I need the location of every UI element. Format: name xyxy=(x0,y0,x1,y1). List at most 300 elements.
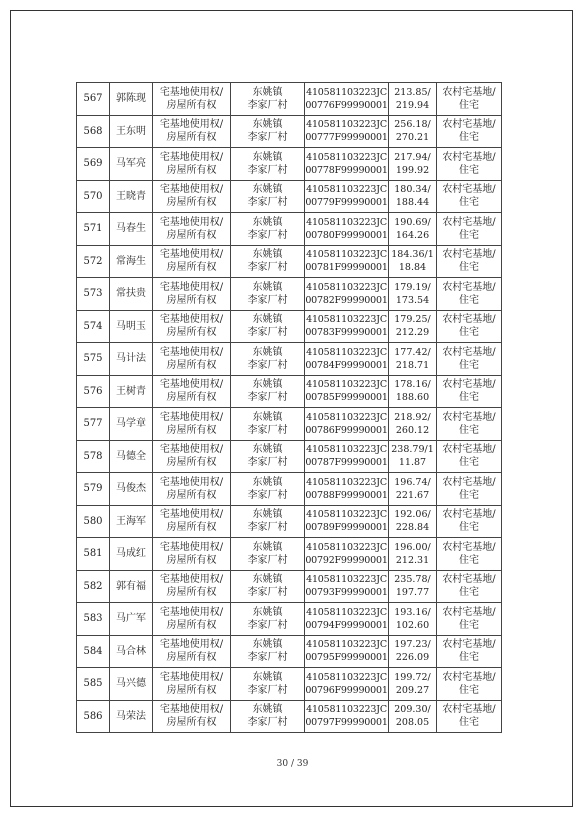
unit-code-line: 00794F99990001 xyxy=(305,619,388,631)
area-line: 188.44 xyxy=(395,197,430,209)
area-cell xyxy=(389,538,437,571)
unit-code-line: 00782F99990001 xyxy=(305,294,388,306)
owner-name-cell: 王海军 xyxy=(110,505,153,538)
owner-name-cell: 郭有福 xyxy=(110,570,153,603)
owner-name-cell: 马荣法 xyxy=(110,700,153,733)
table-row xyxy=(77,635,502,668)
land-use-line: 住宅 xyxy=(459,424,479,436)
owner-name-cell: 马兴德 xyxy=(110,668,153,701)
row-number-cell: 579 xyxy=(77,473,110,506)
area-line: 212.29 xyxy=(395,327,430,339)
row-number-cell: 581 xyxy=(77,538,110,571)
land-use-line: 农村宅基地/ xyxy=(442,476,496,488)
unit-code-cell xyxy=(305,115,389,148)
row-number-cell: 585 xyxy=(77,668,110,701)
land-use-line: 农村宅基地/ xyxy=(442,86,496,98)
unit-code-cell xyxy=(305,635,389,668)
land-use-line: 农村宅基地/ xyxy=(442,314,496,326)
area-cell xyxy=(389,278,437,311)
right-type-line: 宅基地使用权/ xyxy=(159,444,224,456)
location-line: 东姚镇 xyxy=(252,704,283,716)
right-type-cell xyxy=(153,343,231,376)
land-use-cell xyxy=(437,635,502,668)
page-number: 30 / 39 xyxy=(276,759,309,769)
land-use-line: 住宅 xyxy=(459,132,479,144)
area-cell xyxy=(389,700,437,733)
land-use-line: 住宅 xyxy=(459,229,479,241)
unit-code-cell xyxy=(305,180,389,213)
right-type-cell xyxy=(153,408,231,441)
unit-code-line: 00778F99990001 xyxy=(305,164,388,176)
location-line: 李家厂村 xyxy=(247,99,288,111)
location-line: 东姚镇 xyxy=(252,671,283,683)
right-type-cell xyxy=(153,538,231,571)
row-number-cell: 570 xyxy=(77,180,110,213)
land-use-cell xyxy=(437,538,502,571)
location-line: 东姚镇 xyxy=(252,216,283,228)
area-line: 18.84 xyxy=(398,262,427,274)
land-use-line: 住宅 xyxy=(459,587,479,599)
location-line: 东姚镇 xyxy=(252,86,283,98)
row-number-cell: 569 xyxy=(77,148,110,181)
unit-code-line: 410581103223JC xyxy=(306,606,387,618)
land-use-line: 农村宅基地/ xyxy=(442,151,496,163)
area-cell xyxy=(389,310,437,343)
owner-name-cell: 马学章 xyxy=(110,408,153,441)
owner-name-cell: 马德全 xyxy=(110,440,153,473)
right-type-cell xyxy=(153,375,231,408)
unit-code-line: 410581103223JC xyxy=(306,541,387,553)
table-row xyxy=(77,408,502,441)
area-line: 192.06/ xyxy=(394,509,431,521)
location-line: 李家厂村 xyxy=(247,652,288,664)
table-row xyxy=(77,180,502,213)
right-type-line: 宅基地使用权/ xyxy=(159,119,224,131)
right-type-cell xyxy=(153,245,231,278)
land-use-line: 住宅 xyxy=(459,197,479,209)
table-row xyxy=(77,245,502,278)
right-type-line: 宅基地使用权/ xyxy=(159,184,224,196)
right-type-line: 宅基地使用权/ xyxy=(159,509,224,521)
row-number-cell: 580 xyxy=(77,505,110,538)
area-line: 209.27 xyxy=(395,684,430,696)
unit-code-line: 410581103223JC xyxy=(306,411,387,423)
location-line: 东姚镇 xyxy=(252,281,283,293)
area-line: 209.30/ xyxy=(394,704,431,716)
area-line: 177.42/ xyxy=(394,346,431,358)
land-use-line: 住宅 xyxy=(459,294,479,306)
unit-code-cell xyxy=(305,473,389,506)
row-number-cell: 578 xyxy=(77,440,110,473)
right-type-line: 房屋所有权 xyxy=(166,554,217,566)
area-line: 197.23/ xyxy=(394,639,431,651)
unit-code-line: 00797F99990001 xyxy=(305,717,388,729)
unit-code-cell xyxy=(305,83,389,116)
right-type-line: 宅基地使用权/ xyxy=(159,86,224,98)
right-type-line: 宅基地使用权/ xyxy=(159,151,224,163)
unit-code-cell xyxy=(305,668,389,701)
right-type-line: 房屋所有权 xyxy=(166,717,217,729)
right-type-line: 房屋所有权 xyxy=(166,164,217,176)
area-line: 228.84 xyxy=(395,522,430,534)
right-type-line: 房屋所有权 xyxy=(166,327,217,339)
area-cell xyxy=(389,408,437,441)
right-type-line: 房屋所有权 xyxy=(166,229,217,241)
land-use-cell xyxy=(437,180,502,213)
location-cell xyxy=(231,245,305,278)
right-type-line: 宅基地使用权/ xyxy=(159,671,224,683)
row-number-cell: 577 xyxy=(77,408,110,441)
right-type-line: 宅基地使用权/ xyxy=(159,541,224,553)
land-use-line: 住宅 xyxy=(459,619,479,631)
area-line: 196.00/ xyxy=(394,541,431,553)
land-use-line: 住宅 xyxy=(459,717,479,729)
area-line: 178.16/ xyxy=(394,379,431,391)
unit-code-cell xyxy=(305,570,389,603)
location-line: 东姚镇 xyxy=(252,119,283,131)
unit-code-cell xyxy=(305,700,389,733)
land-use-line: 农村宅基地/ xyxy=(442,346,496,358)
unit-code-line: 00781F99990001 xyxy=(305,262,388,274)
table-row xyxy=(77,375,502,408)
land-use-line: 农村宅基地/ xyxy=(442,281,496,293)
area-line: 226.09 xyxy=(395,652,430,664)
location-cell xyxy=(231,505,305,538)
row-number-cell: 576 xyxy=(77,375,110,408)
area-line: 179.25/ xyxy=(394,314,431,326)
area-cell xyxy=(389,115,437,148)
area-cell xyxy=(389,375,437,408)
unit-code-line: 410581103223JC xyxy=(306,151,387,163)
registration-table-body xyxy=(77,83,502,733)
location-cell xyxy=(231,115,305,148)
location-line: 李家厂村 xyxy=(247,587,288,599)
unit-code-cell xyxy=(305,278,389,311)
location-line: 东姚镇 xyxy=(252,346,283,358)
row-number-cell: 583 xyxy=(77,603,110,636)
land-use-cell xyxy=(437,148,502,181)
table-row xyxy=(77,83,502,116)
row-number-cell: 584 xyxy=(77,635,110,668)
land-use-line: 农村宅基地/ xyxy=(442,444,496,456)
owner-name-cell: 马合林 xyxy=(110,635,153,668)
land-use-line: 农村宅基地/ xyxy=(442,574,496,586)
right-type-cell xyxy=(153,440,231,473)
unit-code-line: 00793F99990001 xyxy=(305,587,388,599)
unit-code-line: 00783F99990001 xyxy=(305,327,388,339)
right-type-cell xyxy=(153,635,231,668)
right-type-line: 房屋所有权 xyxy=(166,359,217,371)
location-cell xyxy=(231,343,305,376)
owner-name-cell: 马成红 xyxy=(110,538,153,571)
location-line: 李家厂村 xyxy=(247,327,288,339)
area-line: 213.85/ xyxy=(394,86,431,98)
area-cell xyxy=(389,148,437,181)
location-cell xyxy=(231,83,305,116)
area-line: 173.54 xyxy=(395,294,430,306)
land-use-line: 农村宅基地/ xyxy=(442,671,496,683)
area-cell xyxy=(389,473,437,506)
land-use-cell xyxy=(437,408,502,441)
unit-code-line: 410581103223JC xyxy=(306,249,387,261)
right-type-line: 宅基地使用权/ xyxy=(159,574,224,586)
land-use-line: 农村宅基地/ xyxy=(442,704,496,716)
unit-code-cell xyxy=(305,343,389,376)
right-type-cell xyxy=(153,148,231,181)
right-type-line: 房屋所有权 xyxy=(166,294,217,306)
location-line: 东姚镇 xyxy=(252,606,283,618)
area-line: 270.21 xyxy=(395,132,430,144)
right-type-cell xyxy=(153,668,231,701)
location-line: 李家厂村 xyxy=(247,489,288,501)
area-line: 199.72/ xyxy=(394,671,431,683)
table-row xyxy=(77,148,502,181)
right-type-line: 宅基地使用权/ xyxy=(159,379,224,391)
land-use-line: 住宅 xyxy=(459,554,479,566)
land-use-cell xyxy=(437,343,502,376)
unit-code-line: 00786F99990001 xyxy=(305,424,388,436)
land-use-cell xyxy=(437,83,502,116)
location-cell xyxy=(231,473,305,506)
area-line: 208.05 xyxy=(395,717,430,729)
area-cell xyxy=(389,180,437,213)
land-use-line: 农村宅基地/ xyxy=(442,379,496,391)
owner-name-cell: 马计法 xyxy=(110,343,153,376)
unit-code-line: 410581103223JC xyxy=(306,444,387,456)
area-line: 199.92 xyxy=(395,164,430,176)
owner-name-cell: 马军亮 xyxy=(110,148,153,181)
location-cell xyxy=(231,310,305,343)
location-line: 东姚镇 xyxy=(252,314,283,326)
land-use-line: 住宅 xyxy=(459,262,479,274)
unit-code-line: 410581103223JC xyxy=(306,119,387,131)
area-cell xyxy=(389,603,437,636)
location-line: 李家厂村 xyxy=(247,457,288,469)
right-type-line: 宅基地使用权/ xyxy=(159,281,224,293)
location-line: 李家厂村 xyxy=(247,164,288,176)
land-use-cell xyxy=(437,245,502,278)
owner-name-cell: 常扶贵 xyxy=(110,278,153,311)
land-use-line: 住宅 xyxy=(459,99,479,111)
location-line: 李家厂村 xyxy=(247,717,288,729)
right-type-line: 宅基地使用权/ xyxy=(159,606,224,618)
land-use-line: 住宅 xyxy=(459,522,479,534)
row-number-cell: 572 xyxy=(77,245,110,278)
right-type-cell xyxy=(153,83,231,116)
unit-code-line: 410581103223JC xyxy=(306,216,387,228)
location-line: 东姚镇 xyxy=(252,184,283,196)
unit-code-line: 00787F99990001 xyxy=(305,457,388,469)
land-use-line: 住宅 xyxy=(459,652,479,664)
location-line: 东姚镇 xyxy=(252,249,283,261)
table-row xyxy=(77,115,502,148)
land-use-line: 农村宅基地/ xyxy=(442,606,496,618)
unit-code-line: 00784F99990001 xyxy=(305,359,388,371)
unit-code-line: 410581103223JC xyxy=(306,281,387,293)
right-type-line: 宅基地使用权/ xyxy=(159,476,224,488)
location-line: 李家厂村 xyxy=(247,359,288,371)
location-line: 李家厂村 xyxy=(247,392,288,404)
unit-code-line: 410581103223JC xyxy=(306,346,387,358)
unit-code-line: 00789F99990001 xyxy=(305,522,388,534)
location-cell xyxy=(231,668,305,701)
unit-code-line: 00785F99990001 xyxy=(305,392,388,404)
location-cell xyxy=(231,148,305,181)
area-cell xyxy=(389,505,437,538)
unit-code-cell xyxy=(305,538,389,571)
area-line: 238.79/1 xyxy=(391,444,434,456)
right-type-cell xyxy=(153,570,231,603)
right-type-line: 房屋所有权 xyxy=(166,197,217,209)
area-line: 256.18/ xyxy=(394,119,431,131)
location-cell xyxy=(231,180,305,213)
right-type-cell xyxy=(153,180,231,213)
table-row xyxy=(77,213,502,246)
row-number-cell: 567 xyxy=(77,83,110,116)
land-use-line: 农村宅基地/ xyxy=(442,639,496,651)
location-cell xyxy=(231,408,305,441)
unit-code-line: 00796F99990001 xyxy=(305,684,388,696)
area-line: 218.92/ xyxy=(394,411,431,423)
location-line: 李家厂村 xyxy=(247,229,288,241)
right-type-line: 房屋所有权 xyxy=(166,587,217,599)
right-type-line: 宅基地使用权/ xyxy=(159,411,224,423)
right-type-line: 宅基地使用权/ xyxy=(159,249,224,261)
table-row xyxy=(77,538,502,571)
location-line: 东姚镇 xyxy=(252,379,283,391)
unit-code-line: 00788F99990001 xyxy=(305,489,388,501)
location-line: 东姚镇 xyxy=(252,639,283,651)
location-line: 李家厂村 xyxy=(247,262,288,274)
row-number-cell: 575 xyxy=(77,343,110,376)
right-type-line: 宅基地使用权/ xyxy=(159,216,224,228)
location-line: 李家厂村 xyxy=(247,554,288,566)
unit-code-line: 410581103223JC xyxy=(306,184,387,196)
location-line: 东姚镇 xyxy=(252,411,283,423)
right-type-line: 房屋所有权 xyxy=(166,262,217,274)
area-cell xyxy=(389,570,437,603)
right-type-cell xyxy=(153,278,231,311)
right-type-cell xyxy=(153,115,231,148)
owner-name-cell: 马明玉 xyxy=(110,310,153,343)
location-cell xyxy=(231,603,305,636)
unit-code-cell xyxy=(305,310,389,343)
area-cell xyxy=(389,440,437,473)
land-use-cell xyxy=(437,213,502,246)
area-line: 219.94 xyxy=(395,99,430,111)
right-type-line: 房屋所有权 xyxy=(166,392,217,404)
area-line: 180.34/ xyxy=(394,184,431,196)
location-line: 东姚镇 xyxy=(252,509,283,521)
location-cell xyxy=(231,375,305,408)
land-use-cell xyxy=(437,570,502,603)
unit-code-line: 00779F99990001 xyxy=(305,197,388,209)
land-use-line: 农村宅基地/ xyxy=(442,216,496,228)
right-type-line: 房屋所有权 xyxy=(166,619,217,631)
unit-code-cell xyxy=(305,148,389,181)
location-line: 东姚镇 xyxy=(252,444,283,456)
right-type-cell xyxy=(153,603,231,636)
area-line: 190.69/ xyxy=(394,216,431,228)
right-type-line: 房屋所有权 xyxy=(166,684,217,696)
land-use-line: 农村宅基地/ xyxy=(442,184,496,196)
land-use-cell xyxy=(437,603,502,636)
location-line: 李家厂村 xyxy=(247,619,288,631)
unit-code-cell xyxy=(305,505,389,538)
area-line: 212.31 xyxy=(395,554,430,566)
location-line: 李家厂村 xyxy=(247,197,288,209)
area-line: 179.19/ xyxy=(394,281,431,293)
right-type-cell xyxy=(153,505,231,538)
unit-code-line: 410581103223JC xyxy=(306,509,387,521)
owner-name-cell: 马春生 xyxy=(110,213,153,246)
right-type-line: 宅基地使用权/ xyxy=(159,704,224,716)
owner-name-cell: 王晓青 xyxy=(110,180,153,213)
right-type-line: 房屋所有权 xyxy=(166,424,217,436)
area-line: 188.60 xyxy=(395,392,430,404)
land-use-line: 住宅 xyxy=(459,359,479,371)
table-row xyxy=(77,473,502,506)
land-use-cell xyxy=(437,440,502,473)
location-cell xyxy=(231,440,305,473)
right-type-line: 房屋所有权 xyxy=(166,132,217,144)
area-cell xyxy=(389,213,437,246)
location-line: 李家厂村 xyxy=(247,294,288,306)
area-line: 11.87 xyxy=(398,457,427,469)
land-use-line: 农村宅基地/ xyxy=(442,411,496,423)
area-line: 197.77 xyxy=(395,587,430,599)
unit-code-cell xyxy=(305,375,389,408)
location-cell xyxy=(231,635,305,668)
land-use-cell xyxy=(437,310,502,343)
row-number-cell: 582 xyxy=(77,570,110,603)
area-cell xyxy=(389,245,437,278)
area-line: 235.78/ xyxy=(394,574,431,586)
table-row xyxy=(77,700,502,733)
unit-code-line: 410581103223JC xyxy=(306,476,387,488)
land-use-line: 农村宅基地/ xyxy=(442,249,496,261)
row-number-cell: 574 xyxy=(77,310,110,343)
row-number-cell: 573 xyxy=(77,278,110,311)
table-row xyxy=(77,570,502,603)
land-use-line: 住宅 xyxy=(459,164,479,176)
land-use-cell xyxy=(437,668,502,701)
land-use-line: 农村宅基地/ xyxy=(442,541,496,553)
table-row xyxy=(77,668,502,701)
location-line: 李家厂村 xyxy=(247,684,288,696)
right-type-line: 房屋所有权 xyxy=(166,489,217,501)
right-type-line: 宅基地使用权/ xyxy=(159,346,224,358)
owner-name-cell: 王东明 xyxy=(110,115,153,148)
area-line: 217.94/ xyxy=(394,151,431,163)
unit-code-cell xyxy=(305,408,389,441)
table-row xyxy=(77,505,502,538)
unit-code-line: 00795F99990001 xyxy=(305,652,388,664)
right-type-cell xyxy=(153,700,231,733)
land-use-line: 农村宅基地/ xyxy=(442,119,496,131)
right-type-line: 宅基地使用权/ xyxy=(159,639,224,651)
location-line: 李家厂村 xyxy=(247,132,288,144)
right-type-line: 房屋所有权 xyxy=(166,99,217,111)
location-cell xyxy=(231,538,305,571)
land-use-cell xyxy=(437,278,502,311)
unit-code-line: 410581103223JC xyxy=(306,379,387,391)
table-row xyxy=(77,278,502,311)
unit-code-cell xyxy=(305,213,389,246)
land-use-line: 农村宅基地/ xyxy=(442,509,496,521)
location-cell xyxy=(231,700,305,733)
land-use-line: 住宅 xyxy=(459,392,479,404)
